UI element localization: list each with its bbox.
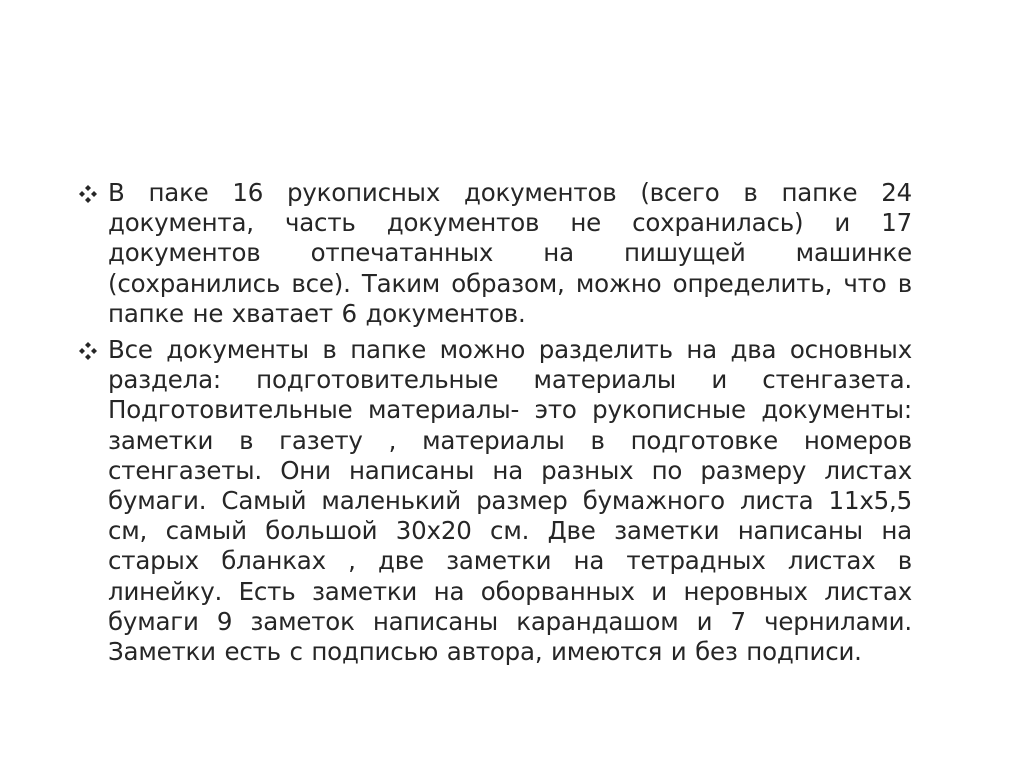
diamond-bullet-icon	[78, 184, 98, 204]
bullet-item-2	[78, 335, 912, 667]
diamond-bullet-icon	[78, 341, 98, 361]
bullet-item-1	[78, 178, 912, 329]
bullet-text: Все документы в папке можно разделить на два основных раздела: подготовительные материалы и стенгазета. Подготовительные материалы- это рукописные документы: заметки в газету , материалы в подготовке номеров стенгазеты. Они написаны на разных по размеру листах бумаги. Самый маленький размер бумажного листа 11х5,5 см, самый большой 30х20 см. Две заметки написаны на старых бланках , две заметки на тетрадных листах в линейку. Есть заметки на оборванных и неровных листах бумаги 9 заметок написаны карандашом и 7 чернилами. Заметки есть с подписью автора, имеются и без подписи.	[108, 335, 912, 667]
bullet-text: В паке 16 рукописных документов (всего в папке 24 документа, часть документов не сохранилась) и 17 документов отпечатанных на пишущей машинке (сохранились все). Таким образом, можно определить, что в папке не хватает 6 документов.	[108, 178, 912, 328]
slide-body	[78, 178, 912, 673]
